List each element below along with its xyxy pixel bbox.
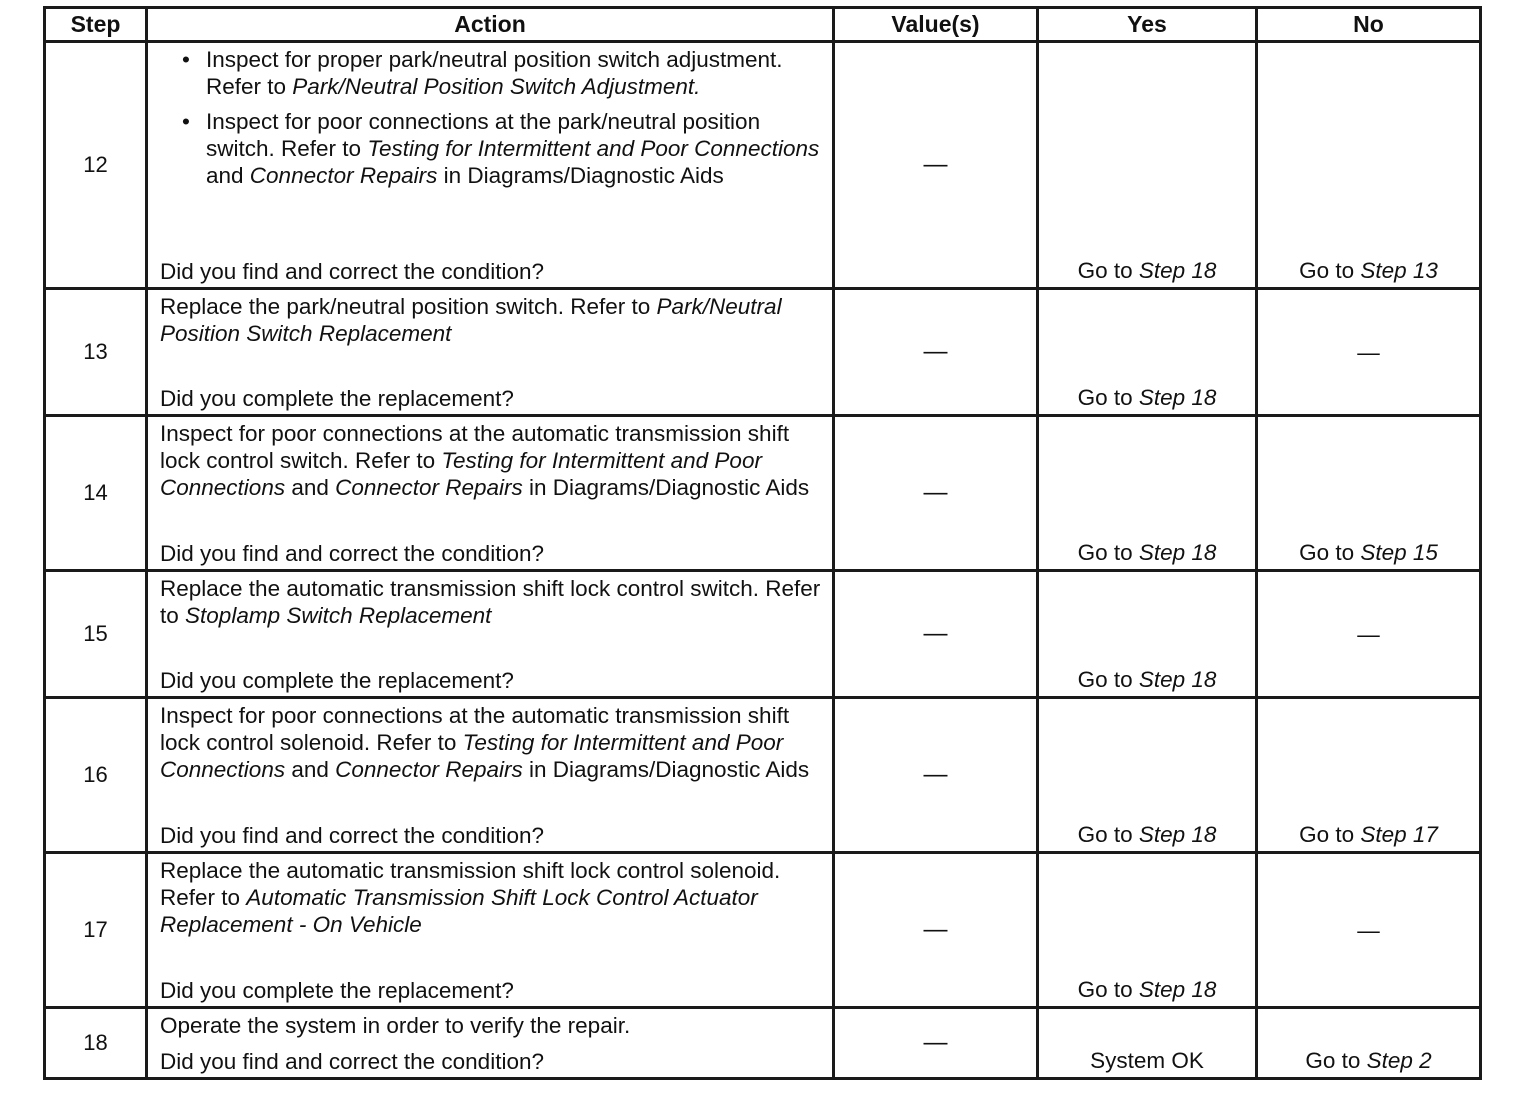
no-outcome: — bbox=[1257, 289, 1481, 416]
action-instructions bbox=[160, 857, 824, 938]
action-text bbox=[160, 293, 824, 347]
action-instructions bbox=[160, 702, 824, 783]
value-cell: — bbox=[834, 698, 1038, 853]
step-number: 18 bbox=[45, 1008, 147, 1079]
action-instructions bbox=[160, 575, 824, 629]
action-content bbox=[160, 1012, 824, 1075]
italic-ref: Step 18 bbox=[1138, 385, 1217, 410]
action-instructions bbox=[160, 1012, 824, 1039]
no-outcome: — bbox=[1257, 571, 1481, 698]
step-number: 17 bbox=[45, 853, 147, 1008]
action-text bbox=[160, 420, 824, 501]
header-values: Value(s) bbox=[834, 8, 1038, 42]
header-yes: Yes bbox=[1038, 8, 1257, 42]
header-action: Action bbox=[147, 8, 834, 42]
table-row bbox=[45, 571, 1481, 698]
action-text bbox=[160, 575, 824, 629]
step-number: 12 bbox=[45, 42, 147, 289]
action-cell bbox=[147, 853, 834, 1008]
value-cell: — bbox=[834, 416, 1038, 571]
no-outcome bbox=[1257, 1008, 1481, 1079]
action-text bbox=[160, 1012, 824, 1039]
action-cell bbox=[147, 289, 834, 416]
step-number: 15 bbox=[45, 571, 147, 698]
action-text bbox=[160, 702, 824, 783]
text-run: Inspect for poor connections at the automatic transmission shift lock control switch. Refer to bbox=[160, 421, 790, 473]
italic-ref: Stoplamp Switch Replacement bbox=[185, 603, 492, 628]
text-run: System OK bbox=[1090, 1048, 1204, 1073]
value-cell: — bbox=[834, 289, 1038, 416]
step-number: 13 bbox=[45, 289, 147, 416]
action-bullet bbox=[206, 108, 824, 189]
action-bullet-list bbox=[160, 46, 824, 189]
value-cell: — bbox=[834, 42, 1038, 289]
italic-ref: Step 18 bbox=[1138, 667, 1217, 692]
step-number: 14 bbox=[45, 416, 147, 571]
text-run: Replace the automatic transmission shift lock control switch. Refer to bbox=[160, 576, 821, 628]
italic-ref: Step 18 bbox=[1138, 540, 1217, 565]
action-cell bbox=[147, 416, 834, 571]
text-run: Operate the system in order to verify the repair. bbox=[160, 1013, 631, 1038]
text-run: in Diagrams/Diagnostic Aids bbox=[522, 475, 810, 500]
action-question: Did you complete the replacement? bbox=[160, 668, 514, 693]
header-no: No bbox=[1257, 8, 1481, 42]
text-run: Go to bbox=[1077, 977, 1139, 1002]
italic-ref: Testing for Intermittent and Poor Connections bbox=[367, 136, 820, 161]
action-question: Did you find and correct the condition? bbox=[160, 823, 544, 848]
italic-ref: Step 2 bbox=[1366, 1048, 1432, 1073]
text-run: Go to bbox=[1077, 667, 1139, 692]
value-cell: — bbox=[834, 853, 1038, 1008]
action-bullet bbox=[206, 46, 824, 100]
yes-outcome bbox=[1038, 289, 1257, 416]
diagnostic-table bbox=[43, 6, 1482, 1080]
action-question: Did you find and correct the condition? bbox=[160, 1049, 544, 1074]
action-question: Did you complete the replacement? bbox=[160, 386, 514, 411]
no-outcome bbox=[1257, 42, 1481, 289]
no-outcome bbox=[1257, 416, 1481, 571]
yes-outcome bbox=[1038, 42, 1257, 289]
action-content bbox=[160, 293, 824, 412]
text-run: and bbox=[285, 475, 336, 500]
table-row bbox=[45, 416, 1481, 571]
text-run: Inspect for proper park/neutral position switch adjustment. Refer to bbox=[206, 47, 783, 99]
action-content bbox=[160, 702, 824, 849]
text-run: Inspect for poor connections at the park/neutral position switch. Refer to bbox=[206, 109, 761, 161]
yes-outcome bbox=[1038, 1008, 1257, 1079]
table-row bbox=[45, 42, 1481, 289]
header-row bbox=[45, 8, 1481, 42]
text-run: Replace the automatic transmission shift lock control solenoid. Refer to bbox=[160, 858, 781, 910]
yes-outcome bbox=[1038, 571, 1257, 698]
action-instructions bbox=[160, 46, 824, 197]
table-row bbox=[45, 1008, 1481, 1079]
text-run: in Diagrams/Diagnostic Aids bbox=[522, 757, 810, 782]
yes-outcome bbox=[1038, 416, 1257, 571]
italic-ref: Testing for Intermittent and Poor Connections bbox=[160, 448, 762, 500]
italic-ref: Step 15 bbox=[1360, 540, 1438, 565]
action-cell bbox=[147, 1008, 834, 1079]
step-number: 16 bbox=[45, 698, 147, 853]
yes-outcome bbox=[1038, 853, 1257, 1008]
italic-ref: Step 13 bbox=[1360, 258, 1438, 283]
text-run: and bbox=[206, 163, 250, 188]
text-run: Go to bbox=[1077, 540, 1139, 565]
italic-ref: Park/Neutral Position Switch Replacement bbox=[160, 294, 782, 346]
text-run: Replace the park/neutral position switch. Refer to bbox=[160, 294, 657, 319]
header-step: Step bbox=[45, 8, 147, 42]
action-text bbox=[160, 857, 824, 938]
text-run: Go to bbox=[1299, 258, 1361, 283]
action-instructions bbox=[160, 293, 824, 347]
no-outcome bbox=[1257, 698, 1481, 853]
action-content bbox=[160, 46, 824, 285]
text-run: in Diagrams/Diagnostic Aids bbox=[437, 163, 724, 188]
text-run: Go to bbox=[1299, 822, 1361, 847]
text-run: Inspect for poor connections at the automatic transmission shift lock control solenoid. Refer to bbox=[160, 703, 790, 755]
action-cell bbox=[147, 42, 834, 289]
italic-ref: Connector Repairs bbox=[249, 163, 438, 188]
table-row bbox=[45, 289, 1481, 416]
text-run: Go to bbox=[1299, 540, 1361, 565]
action-cell bbox=[147, 571, 834, 698]
yes-outcome bbox=[1038, 698, 1257, 853]
italic-ref: Step 18 bbox=[1138, 977, 1217, 1002]
italic-ref: Step 18 bbox=[1138, 822, 1217, 847]
italic-ref: Connector Repairs bbox=[335, 475, 523, 500]
italic-ref: Step 18 bbox=[1138, 258, 1217, 283]
action-cell bbox=[147, 698, 834, 853]
table-row bbox=[45, 698, 1481, 853]
action-question: Did you complete the replacement? bbox=[160, 978, 514, 1003]
action-question: Did you find and correct the condition? bbox=[160, 259, 544, 284]
text-run: Go to bbox=[1077, 822, 1139, 847]
value-cell: — bbox=[834, 571, 1038, 698]
action-content bbox=[160, 575, 824, 694]
value-cell: — bbox=[834, 1008, 1038, 1079]
italic-ref: Park/Neutral Position Switch Adjustment. bbox=[292, 74, 701, 99]
italic-ref: Connector Repairs bbox=[335, 757, 523, 782]
text-run: Go to bbox=[1077, 258, 1139, 283]
action-content bbox=[160, 857, 824, 1004]
no-outcome: — bbox=[1257, 853, 1481, 1008]
action-content bbox=[160, 420, 824, 567]
action-instructions bbox=[160, 420, 824, 501]
italic-ref: Testing for Intermittent and Poor Connections bbox=[160, 730, 784, 782]
text-run: Go to bbox=[1077, 385, 1139, 410]
text-run: and bbox=[285, 757, 336, 782]
italic-ref: Step 17 bbox=[1360, 822, 1438, 847]
table-row bbox=[45, 853, 1481, 1008]
action-question: Did you find and correct the condition? bbox=[160, 541, 544, 566]
table-body bbox=[45, 42, 1481, 1079]
italic-ref: Automatic Transmission Shift Lock Control Actuator Replacement - On Vehicle bbox=[160, 885, 758, 937]
text-run: Go to bbox=[1305, 1048, 1367, 1073]
